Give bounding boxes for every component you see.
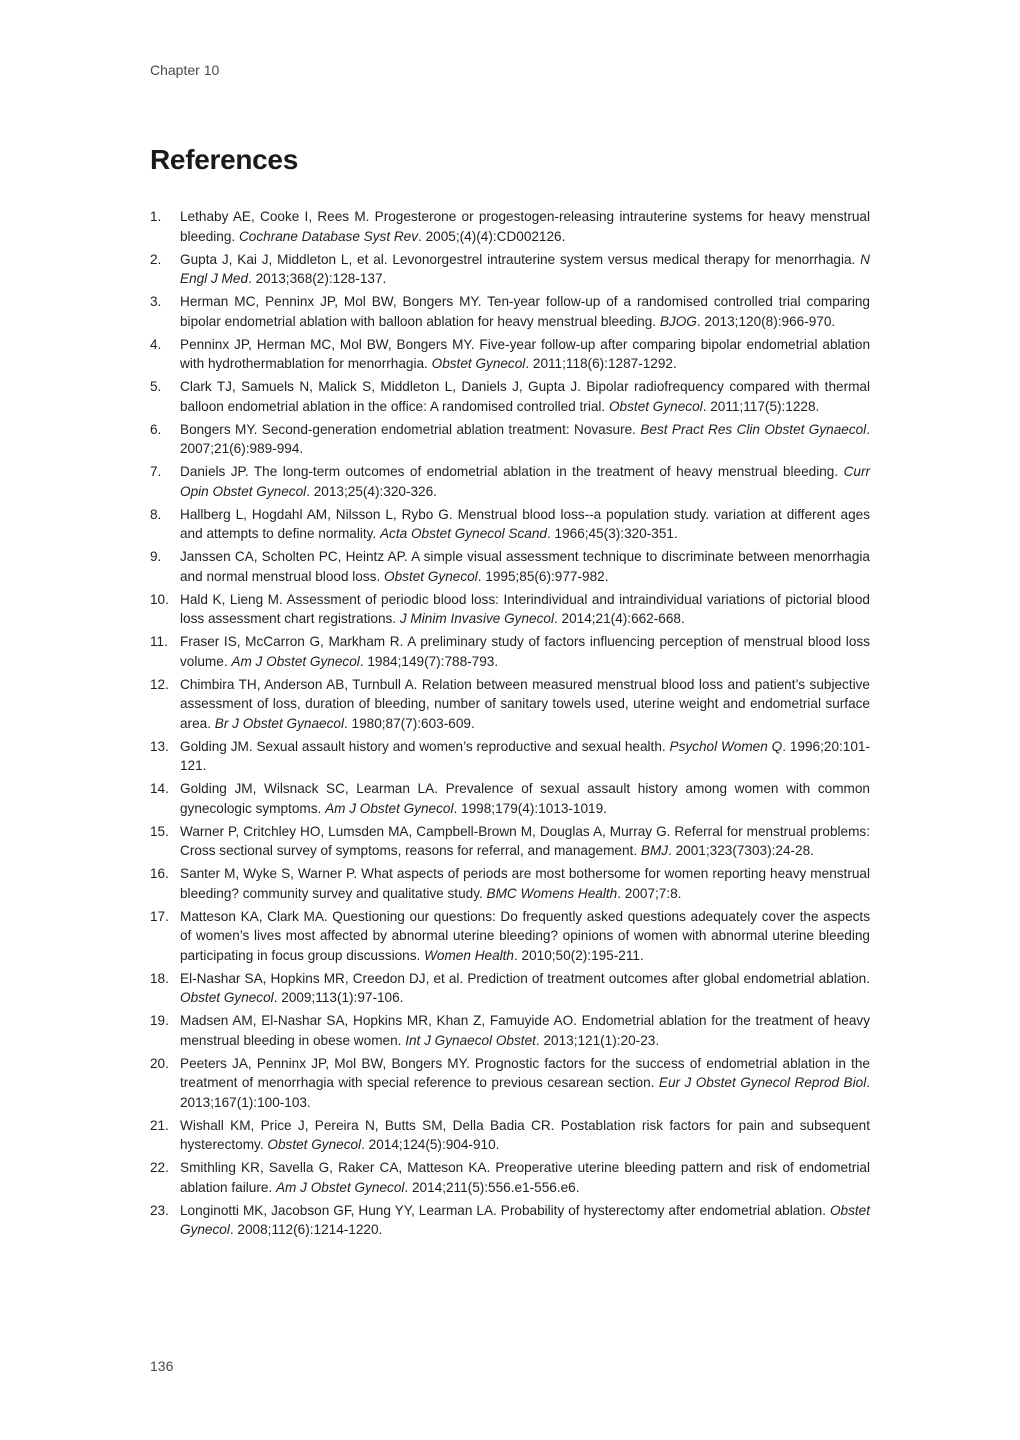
reference-item [150,505,870,544]
reference-text [180,335,870,374]
reference-citation: Peeters JA, Penninx JP, Mol BW, Bongers MY. Prognostic factors for the success of endometrial ablation in the treatment of menorrhagia with special reference to previous cesarean section. [180,1055,870,1090]
reference-journal: Curr Opin Obstet Gynecol [180,464,870,499]
reference-text [180,1054,870,1113]
reference-text [180,250,870,289]
reference-citation: Hallberg L, Hogdahl AM, Nilsson L, Rybo G. Menstrual blood loss--a population study. variation at different ages and attempts to define normality. [180,506,870,541]
reference-item [150,779,870,818]
reference-number: 5. [150,379,162,394]
reference-details: . 2014;21(4):662-668. [553,611,685,626]
reference-item [150,632,870,671]
reference-text [180,907,870,966]
reference-item [150,335,870,374]
reference-journal: BMJ [640,843,669,858]
reference-item [150,969,870,1008]
reference-citation: Lethaby AE, Cooke I, Rees M. Progesterone or progestogen-releasing intrauterine systems for heavy menstrual bleeding. [180,209,870,244]
reference-item [150,675,870,734]
reference-item [150,1011,870,1050]
reference-number: 16. [150,866,169,881]
reference-journal: N Engl J Med [180,251,870,286]
reference-text [180,207,870,246]
reference-details: . 2011;118(6):1287-1292. [525,356,677,371]
reference-details: . 1996;20:101-121. [180,738,870,773]
reference-text [180,420,870,459]
reference-text [180,1158,870,1197]
reference-item [150,292,870,331]
reference-details: . 2008;112(6):1214-1220. [229,1222,383,1237]
reference-journal: Psychol Women Q [669,738,783,754]
reference-details: . 2010;50(2):195-211. [513,947,644,963]
reference-item [150,590,870,629]
reference-text [180,505,870,544]
reference-journal: Best Pract Res Clin Obstet Gynaecol [640,421,867,437]
reference-journal: Br J Obstet Gynaecol [214,715,344,731]
reference-item [150,1054,870,1113]
reference-journal: BMC Womens Health [486,885,618,901]
reference-journal: Obstet Gynecol [267,1137,362,1152]
reference-citation: Golding JM, Wilsnack SC, Learman LA. Prevalence of sexual assault history among women with common gynecologic symptoms. [180,781,870,816]
page-title: References [150,144,298,175]
reference-citation: Santer M, Wyke S, Warner P. What aspects of periods are most bothersome for women reporting heavy menstrual bleeding? community survey and qualitative study. [180,866,870,901]
reference-details: . 1980;87(7):603-609. [343,715,475,731]
reference-citation: Wishall KM, Price J, Pereira N, Butts SM, Della Badia CR. Postablation risk factors for pain and subsequent hysterectomy. [180,1117,870,1152]
reference-item [150,864,870,903]
reference-text [180,1201,870,1240]
reference-text [180,377,870,416]
reference-journal: BJOG [659,313,697,329]
reference-number: 9. [150,549,162,564]
reference-citation: Smithling KR, Savella G, Raker CA, Matteson KA. Preoperative uterine bleeding pattern and risk of endometrial ablation failure. [180,1160,870,1195]
reference-number: 2. [150,251,162,267]
reference-number: 3. [150,294,162,309]
reference-number: 18. [150,970,169,986]
reference-citation: Longinotti MK, Jacobson GF, Hung YY, Learman LA. Probability of hysterectomy after endometrial ablation. [180,1202,830,1218]
reference-item [150,420,870,459]
reference-text [180,462,870,501]
reference-item [150,1158,870,1197]
reference-text [180,590,870,629]
reference-number: 10. [150,591,169,607]
reference-text [180,632,870,671]
reference-journal: Am J Obstet Gynecol [231,653,360,669]
reference-number: 4. [150,336,162,352]
reference-citation: Matteson KA, Clark MA. Questioning our questions: Do frequently asked questions adequately cover the aspects of women’s lives most affected by abnormal uterine bleeding? opinions of women with abnormal uterine bleeding participating in focus group discussions. [180,908,870,963]
reference-citation: El-Nashar SA, Hopkins MR, Creedon DJ, et al. Prediction of treatment outcomes after global endometrial ablation. [180,970,870,986]
reference-number: 12. [150,676,169,692]
reference-item [150,207,870,246]
reference-details: . 1966;45(3):320-351. [546,526,678,541]
reference-details: . 1984;149(7):788-793. [359,653,499,669]
reference-text [180,675,870,734]
reference-journal: Obstet Gynecol [180,1202,870,1237]
reference-journal: Obstet Gynecol [180,990,274,1005]
reference-citation: Warner P, Critchley HO, Lumsden MA, Campbell-Brown M, Douglas A, Murray G. Referral for menstrual problems: Cross sectional survey of symptoms, reasons for referral, and management. [180,823,870,858]
reference-journal: Am J Obstet Gynecol [325,800,454,816]
reference-text [180,822,870,861]
reference-number: 21. [150,1117,169,1133]
reference-details: . 2007;21(6):989-994. [180,421,870,456]
reference-number: 1. [150,209,162,224]
reference-details: . 2011;117(5):1228. [702,398,820,414]
reference-details: . 2013;121(1):20-23. [535,1032,660,1048]
reference-details: . 2005;(4)(4):CD002126. [418,228,566,244]
reference-item [150,462,870,501]
reference-details: . 2014;124(5):904-910. [361,1137,500,1152]
reference-citation: Gupta J, Kai J, Middleton L, et al. Levonorgestrel intrauterine system versus medical therapy for menorrhagia. [180,251,861,267]
reference-citation: Daniels JP. The long-term outcomes of endometrial ablation in the treatment of heavy menstrual bleeding. [180,464,844,479]
reference-journal: Cochrane Database Syst Rev [238,228,419,244]
reference-text [180,1011,870,1050]
reference-item [150,1116,870,1155]
reference-text [180,737,870,776]
reference-text [180,969,870,1008]
reference-item [150,907,870,966]
reference-number: 11. [150,634,168,649]
reference-details: . 2009;113(1):97-106. [273,990,404,1005]
reference-text [180,864,870,903]
reference-text [180,779,870,818]
reference-item [150,377,870,416]
reference-item [150,737,870,776]
reference-number: 14. [150,781,169,796]
reference-journal: Obstet Gynecol [384,568,478,584]
reference-details: . 2014;211(5):556.e1-556.e6. [404,1179,580,1195]
reference-citation: Janssen CA, Scholten PC, Heintz AP. A simple visual assessment technique to discriminate between menorrhagia and normal menstrual blood loss. [180,549,870,584]
reference-item [150,250,870,289]
reference-citation: Herman MC, Penninx JP, Mol BW, Bongers MY. Ten-year follow-up of a randomised controlled trial comparing bipolar endometrial ablation with balloon ablation for heavy menstrual bleeding. [180,294,870,329]
reference-text [180,292,870,331]
reference-number: 7. [150,464,162,479]
reference-citation: Clark TJ, Samuels N, Malick S, Middleton L, Daniels J, Gupta J. Bipolar radiofrequency compared with thermal balloon endometrial ablation in the office: A randomised controlled trial. [180,379,870,414]
reference-details: . 2013;25(4):320-326. [306,483,437,499]
running-head: Chapter 10 [150,62,220,78]
reference-details: . 2013;120(8):966-970. [696,313,836,329]
reference-details: . 2013;167(1):100-103. [180,1075,870,1110]
reference-details: . 2001;323(7303):24-28. [668,843,814,858]
reference-item [150,1201,870,1240]
reference-number: 15. [150,823,169,839]
reference-journal: Am J Obstet Gynecol [275,1179,405,1195]
page-number: 136 [150,1358,174,1374]
reference-number: 23. [150,1202,169,1218]
reference-number: 22. [150,1160,169,1175]
reference-text [180,1116,870,1155]
reference-citation: Hald K, Lieng M. Assessment of periodic blood loss: Interindividual and intraindividual variations of pictorial blood loss assessment chart registrations. [180,591,870,626]
reference-journal: Obstet Gynecol [431,356,526,371]
reference-journal: Women Health [424,947,514,963]
reference-journal: Eur J Obstet Gynecol Reprod Biol [658,1075,867,1090]
reference-item [150,822,870,861]
reference-journal: Int J Gynaecol Obstet [405,1032,536,1048]
reference-number: 6. [150,421,162,437]
reference-number: 8. [150,506,162,522]
reference-details: . 1995;85(6):977-982. [477,568,609,584]
reference-citation: Penninx JP, Herman MC, Mol BW, Bongers MY. Five-year follow-up after comparing bipolar endometrial ablation with hydrothermablation for menorrhagia. [180,336,870,371]
reference-number: 20. [150,1055,169,1071]
reference-journal: Obstet Gynecol [608,398,703,414]
reference-citation: Madsen AM, El-Nashar SA, Hopkins MR, Khan Z, Famuyide AO. Endometrial ablation for the treatment of heavy menstrual bleeding in obese women. [180,1013,870,1048]
reference-number: 17. [150,908,169,924]
reference-details: . 2013;368(2):128-137. [248,271,387,286]
reference-list [150,207,870,1243]
reference-citation: Chimbira TH, Anderson AB, Turnbull A. Relation between measured menstrual blood loss and patient’s subjective assessment of loss, duration of bleeding, number of sanitary towels used, uterine weight and endometrial surface area. [180,676,870,731]
reference-details: . 2007;7:8. [617,885,682,901]
reference-item [150,547,870,586]
reference-details: . 1998;179(4):1013-1019. [453,800,607,816]
reference-number: 19. [150,1013,169,1028]
reference-text [180,547,870,586]
reference-citation: Bongers MY. Second-generation endometrial ablation treatment: Novasure. [180,421,641,437]
reference-number: 13. [150,738,169,754]
reference-citation: Golding JM. Sexual assault history and women’s reproductive and sexual health. [180,738,670,754]
reference-journal: J Minim Invasive Gynecol [399,611,554,626]
reference-citation: Fraser IS, McCarron G, Markham R. A preliminary study of factors influencing perception of menstrual blood loss volume. [180,634,870,669]
reference-journal: Acta Obstet Gynecol Scand [379,526,547,541]
